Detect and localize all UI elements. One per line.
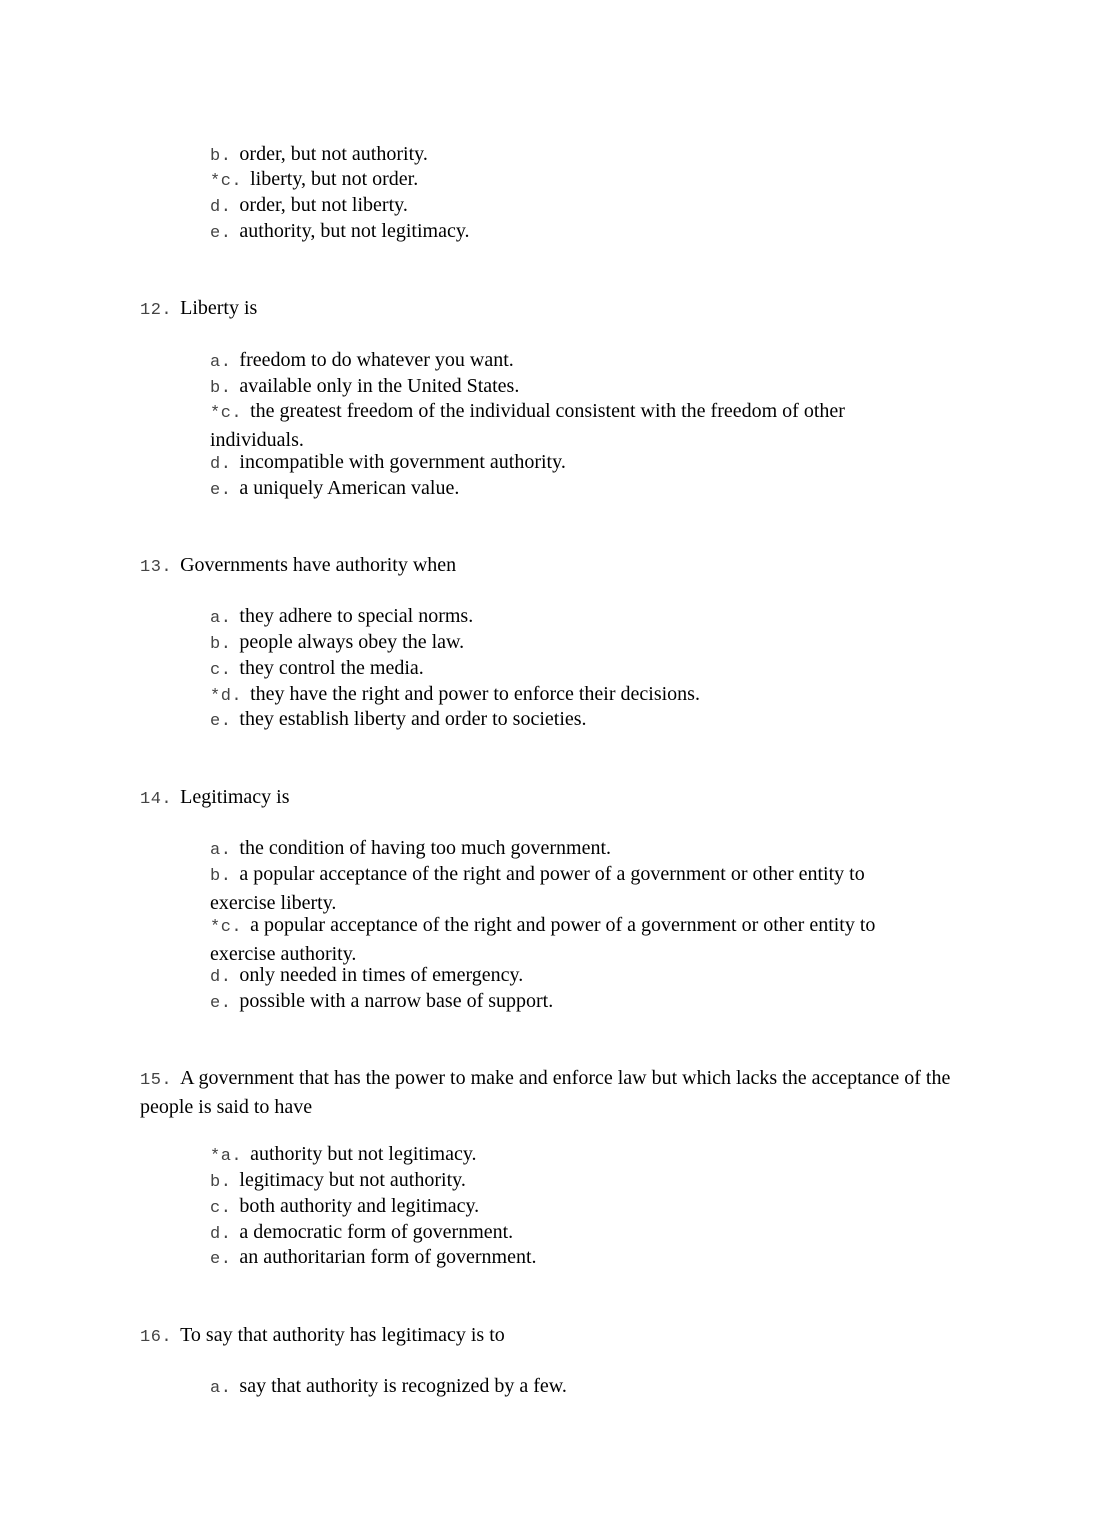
option-text: only needed in times of emergency. [239, 964, 524, 986]
question-number: 15. [140, 1071, 173, 1090]
option-label: d. [210, 968, 232, 987]
question-number: 13. [140, 558, 173, 577]
option-label: e. [210, 994, 232, 1013]
option-d [210, 962, 950, 991]
option-e [210, 475, 950, 504]
option-text: they establish liberty and order to societies. [239, 708, 587, 730]
option-label: e. [210, 481, 232, 500]
question-number: 16. [140, 1328, 173, 1347]
option-label: a. [210, 1379, 232, 1398]
option-text: authority but not legitimacy. [250, 1143, 477, 1165]
option-text: say that authority is recognized by a few. [239, 1375, 567, 1397]
option-text: the condition of having too much government. [239, 837, 611, 859]
question-number: 12. [140, 301, 173, 320]
option-label: e. [210, 224, 232, 243]
option-text: they control the media. [239, 657, 424, 679]
question-number: 14. [140, 790, 173, 809]
question-text: Legitimacy is [180, 786, 290, 808]
option-label: *c. [210, 918, 243, 937]
option-text: available only in the United States. [239, 375, 520, 397]
option-label: b. [210, 379, 232, 398]
option-label: *d. [210, 687, 243, 706]
option-b [210, 1167, 950, 1196]
option-text: authority, but not legitimacy. [239, 220, 470, 242]
option-label: *a. [210, 1147, 243, 1166]
question-text: Liberty is [180, 297, 258, 319]
option-text: a popular acceptance of the right and power of a government or other entity to exercise authority. [210, 914, 876, 965]
question-16-stem [140, 1322, 970, 1351]
question-12-stem [140, 295, 970, 324]
option-b [210, 861, 935, 916]
option-text: possible with a narrow base of support. [239, 990, 554, 1012]
option-text: order, but not authority. [239, 143, 428, 165]
option-label: b. [210, 147, 232, 166]
option-text: they adhere to special norms. [239, 605, 474, 627]
option-a [210, 347, 950, 376]
option-text: they have the right and power to enforce their decisions. [250, 683, 700, 705]
option-c-correct [210, 398, 910, 453]
option-text: a democratic form of government. [239, 1221, 514, 1243]
question-13-stem [140, 552, 970, 581]
option-label: e. [210, 712, 232, 731]
option-text: liberty, but not order. [250, 168, 419, 190]
option-label: d. [210, 1225, 232, 1244]
option-text: incompatible with government authority. [239, 451, 566, 473]
option-a [210, 835, 950, 864]
option-label: *c. [210, 172, 243, 191]
option-e [210, 218, 950, 247]
option-label: d. [210, 455, 232, 474]
option-text: legitimacy but not authority. [239, 1169, 466, 1191]
option-text: a popular acceptance of the right and power of a government or other entity to exercise liberty. [210, 863, 865, 914]
option-text: order, but not liberty. [239, 194, 408, 216]
option-text: both authority and legitimacy. [239, 1195, 480, 1217]
option-label: a. [210, 609, 232, 628]
option-text: a uniquely American value. [239, 477, 460, 499]
option-a-correct [210, 1141, 950, 1170]
option-label: e. [210, 1250, 232, 1269]
option-a [210, 1373, 950, 1402]
option-c [210, 1193, 950, 1222]
question-14-stem [140, 784, 970, 813]
option-label: b. [210, 867, 232, 886]
option-c-correct [210, 166, 950, 195]
option-e [210, 988, 950, 1017]
option-d [210, 449, 950, 478]
question-text: A government that has the power to make and enforce law but which lacks the acceptance of the people is said to have [140, 1067, 951, 1118]
option-e [210, 706, 950, 735]
option-c [210, 655, 950, 684]
question-text: Governments have authority when [180, 554, 457, 576]
option-label: a. [210, 353, 232, 372]
option-label: b. [210, 1173, 232, 1192]
option-label: c. [210, 1199, 232, 1218]
option-label: c. [210, 661, 232, 680]
option-d [210, 192, 950, 221]
option-text: freedom to do whatever you want. [239, 349, 514, 371]
option-label: a. [210, 841, 232, 860]
option-text: the greatest freedom of the individual consistent with the freedom of other individuals. [210, 400, 845, 451]
option-label: b. [210, 635, 232, 654]
option-text: people always obey the law. [239, 631, 465, 653]
question-15-stem [140, 1065, 970, 1120]
option-c-correct [210, 912, 945, 967]
option-a [210, 603, 950, 632]
option-label: d. [210, 198, 232, 217]
question-text: To say that authority has legitimacy is to [180, 1324, 505, 1346]
option-label: *c. [210, 404, 243, 423]
option-e [210, 1244, 950, 1273]
option-text: an authoritarian form of government. [239, 1246, 537, 1268]
option-b [210, 629, 950, 658]
